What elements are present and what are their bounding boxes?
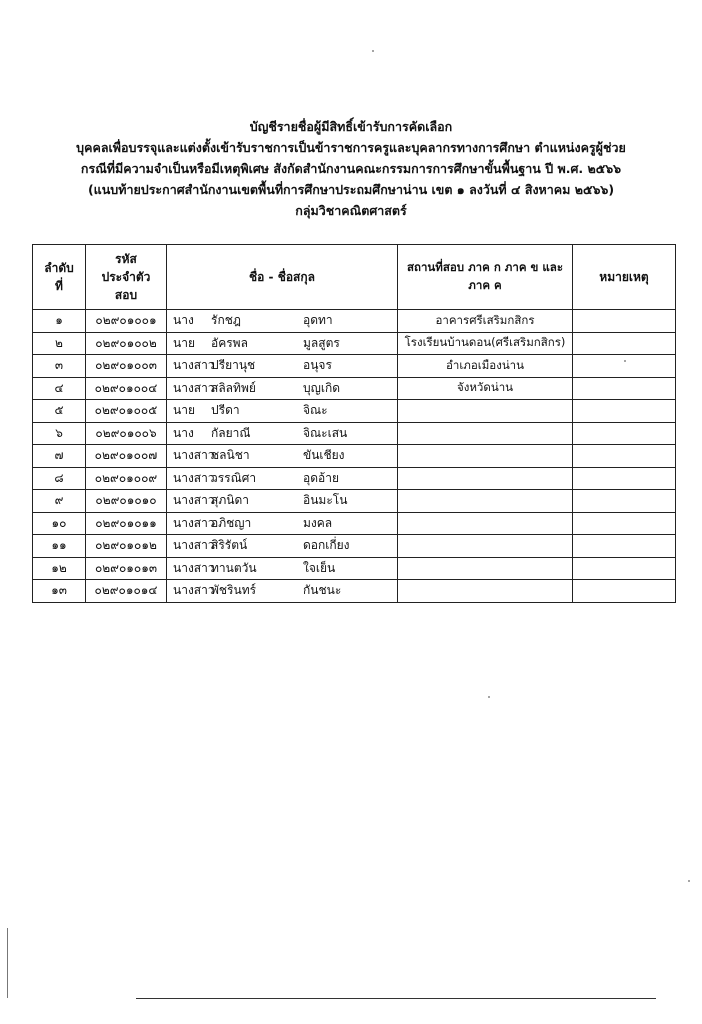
- table-row: [33, 557, 676, 580]
- first-name: อัครพล: [211, 335, 248, 350]
- exam-id: ๐๒๙๐๑๐๑๐: [86, 490, 167, 513]
- exam-id: ๐๒๙๐๑๐๐๕: [86, 400, 167, 423]
- candidate-name: [167, 332, 398, 355]
- last-name: อุดอ้าย: [303, 470, 339, 485]
- exam-venue: [398, 535, 573, 558]
- last-name: มูลสูตร: [303, 335, 340, 350]
- exam-venue: [398, 580, 573, 603]
- table-row: [33, 422, 676, 445]
- first-name: ปรียานุช: [211, 358, 256, 373]
- scan-speck: [488, 696, 490, 698]
- document-header: [0, 116, 702, 221]
- scan-speck: [372, 50, 374, 52]
- exam-id: ๐๒๙๐๑๐๐๓: [86, 355, 167, 378]
- remarks: [573, 332, 676, 355]
- name-prefix: นางสาว: [173, 448, 215, 463]
- remarks: [573, 490, 676, 513]
- last-name: บุญเกิด: [303, 380, 341, 395]
- candidate-name: [167, 310, 398, 333]
- row-number: ๑๒: [33, 557, 86, 580]
- exam-venue: [398, 512, 573, 535]
- candidate-name: [167, 512, 398, 535]
- last-name: กันชนะ: [303, 583, 342, 598]
- name-prefix: นางสาว: [173, 470, 215, 485]
- row-number: ๔: [33, 377, 86, 400]
- first-name: กัลยาณี: [211, 425, 251, 440]
- exam-id: ๐๒๙๐๑๐๑๒: [86, 535, 167, 558]
- name-prefix: นางสาว: [173, 538, 215, 553]
- exam-venue: [398, 400, 573, 423]
- row-number: ๑๑: [33, 535, 86, 558]
- first-name: สลิลทิพย์: [211, 380, 256, 395]
- exam-id: ๐๒๙๐๑๐๑๓: [86, 557, 167, 580]
- candidate-name: [167, 557, 398, 580]
- table-row: [33, 535, 676, 558]
- scan-edge-mark: [7, 928, 8, 998]
- header-number: ลำดับ ที่: [33, 245, 86, 310]
- last-name: อินมะโน: [303, 493, 348, 508]
- first-name: ทานตวัน: [211, 560, 257, 575]
- remarks: [573, 400, 676, 423]
- table-row: [33, 355, 676, 378]
- exam-id: ๐๒๙๐๑๐๐๙: [86, 467, 167, 490]
- table-row: [33, 512, 676, 535]
- exam-venue: อาคารศรีเสริมกสิกร: [398, 310, 573, 333]
- header-remarks: หมายเหตุ: [573, 245, 676, 310]
- candidate-name: [167, 490, 398, 513]
- name-prefix: นางสาว: [173, 515, 215, 530]
- title-line-2: บุคคลเพื่อบรรจุและแต่งตั้งเข้ารับราชการเป็นข้าราชการครูและบุคลากรทางการศึกษา ตำแหน่งครูผู้ช่วย: [76, 140, 626, 155]
- exam-id: ๐๒๙๐๑๐๑๑: [86, 512, 167, 535]
- last-name: จิณะ: [303, 403, 328, 418]
- exam-id: ๐๒๙๐๑๐๑๔: [86, 580, 167, 603]
- candidate-name: [167, 377, 398, 400]
- name-prefix: นางสาว: [173, 560, 215, 575]
- exam-venue: [398, 467, 573, 490]
- last-name: ใจเย็น: [303, 560, 336, 575]
- name-prefix: นางสาว: [173, 358, 215, 373]
- row-number: ๑๓: [33, 580, 86, 603]
- last-name: อนุจร: [303, 358, 332, 373]
- header-exam-id: รหัส ประจำตัว สอบ: [86, 245, 167, 310]
- table-row: [33, 490, 676, 513]
- exam-id: ๐๒๙๐๑๐๐๖: [86, 422, 167, 445]
- row-number: ๘: [33, 467, 86, 490]
- table-header-row: [33, 245, 676, 310]
- candidate-name: [167, 400, 398, 423]
- table-row: [33, 310, 676, 333]
- remarks: [573, 512, 676, 535]
- row-number: ๙: [33, 490, 86, 513]
- exam-venue: อำเภอเมืองน่าน: [398, 355, 573, 378]
- row-number: ๑: [33, 310, 86, 333]
- name-prefix: นาง: [173, 313, 194, 328]
- scan-speck: [688, 880, 690, 882]
- candidate-name: [167, 355, 398, 378]
- table-body: [33, 310, 676, 603]
- exam-id: ๐๒๙๐๑๐๐๔: [86, 377, 167, 400]
- header-full-name: ชื่อ - ชื่อสกุล: [167, 245, 398, 310]
- table-row: [33, 467, 676, 490]
- remarks: [573, 377, 676, 400]
- candidate-name: [167, 445, 398, 468]
- last-name: มงคล: [303, 515, 333, 530]
- remarks: [573, 355, 676, 378]
- exam-id: ๐๒๙๐๑๐๐๑: [86, 310, 167, 333]
- name-prefix: นาย: [173, 403, 195, 418]
- table-row: [33, 377, 676, 400]
- title-line-3: กรณีที่มีความจำเป็นหรือมีเหตุพิเศษ สังกัดสำนักงานคณะกรรมการการศึกษาขั้นพื้นฐาน ปี พ.ศ. ๒๕๖๖: [80, 161, 622, 176]
- remarks: [573, 422, 676, 445]
- row-number: ๖: [33, 422, 86, 445]
- candidate-name: [167, 580, 398, 603]
- scan-speck: [624, 360, 626, 362]
- exam-venue: [398, 557, 573, 580]
- title-line-4: (แนบท้ายประกาศสำนักงานเขตพื้นที่การศึกษาประถมศึกษาน่าน เขต ๑ ลงวันที่ ๔ สิงหาคม ๒๕๖๖): [87, 182, 615, 197]
- remarks: [573, 580, 676, 603]
- exam-id: ๐๒๙๐๑๐๐๗: [86, 445, 167, 468]
- last-name: ดอกเกี่ยง: [303, 538, 350, 553]
- row-number: ๗: [33, 445, 86, 468]
- exam-venue: จังหวัดน่าน: [398, 377, 573, 400]
- row-number: ๓: [33, 355, 86, 378]
- first-name: พัชรินทร์: [211, 583, 257, 598]
- last-name: อุดทา: [303, 313, 333, 328]
- first-name: วรรณิศา: [211, 470, 257, 485]
- candidate-table: [32, 244, 676, 603]
- bottom-rule: [136, 998, 656, 999]
- first-name: สุภนิดา: [211, 493, 249, 508]
- table-row: [33, 580, 676, 603]
- row-number: ๒: [33, 332, 86, 355]
- remarks: [573, 557, 676, 580]
- last-name: ขันเชียง: [303, 448, 345, 463]
- first-name: สิริรัตน์: [211, 538, 248, 553]
- name-prefix: นางสาว: [173, 583, 215, 598]
- table-row: [33, 445, 676, 468]
- first-name: ปรีดา: [211, 403, 240, 418]
- table-row: [33, 400, 676, 423]
- first-name: ชลนิชา: [211, 448, 250, 463]
- remarks: [573, 467, 676, 490]
- exam-venue: [398, 445, 573, 468]
- candidate-name: [167, 422, 398, 445]
- name-prefix: นาง: [173, 425, 194, 440]
- exam-id: ๐๒๙๐๑๐๐๒: [86, 332, 167, 355]
- last-name: จิณะเสน: [303, 425, 348, 440]
- first-name: อภิชญา: [211, 515, 252, 530]
- row-number: ๑๐: [33, 512, 86, 535]
- exam-venue: [398, 490, 573, 513]
- name-prefix: นางสาว: [173, 493, 215, 508]
- candidate-name: [167, 467, 398, 490]
- name-prefix: นางสาว: [173, 380, 215, 395]
- row-number: ๕: [33, 400, 86, 423]
- candidate-name: [167, 535, 398, 558]
- remarks: [573, 445, 676, 468]
- table-row: [33, 332, 676, 355]
- subject-group: กลุ่มวิชาคณิตศาสตร์: [295, 203, 407, 218]
- remarks: [573, 310, 676, 333]
- exam-venue: [398, 422, 573, 445]
- header-exam-venue: สถานที่สอบ ภาค ก ภาค ข และภาค ค: [398, 245, 573, 310]
- remarks: [573, 535, 676, 558]
- exam-venue: โรงเรียนบ้านดอน(ศรีเสริมกสิกร): [398, 332, 573, 355]
- first-name: รักชฎ: [211, 313, 241, 328]
- title-line-1: บัญชีรายชื่อผู้มีสิทธิ์เข้ารับการคัดเลือก: [249, 119, 453, 134]
- name-prefix: นาย: [173, 335, 195, 350]
